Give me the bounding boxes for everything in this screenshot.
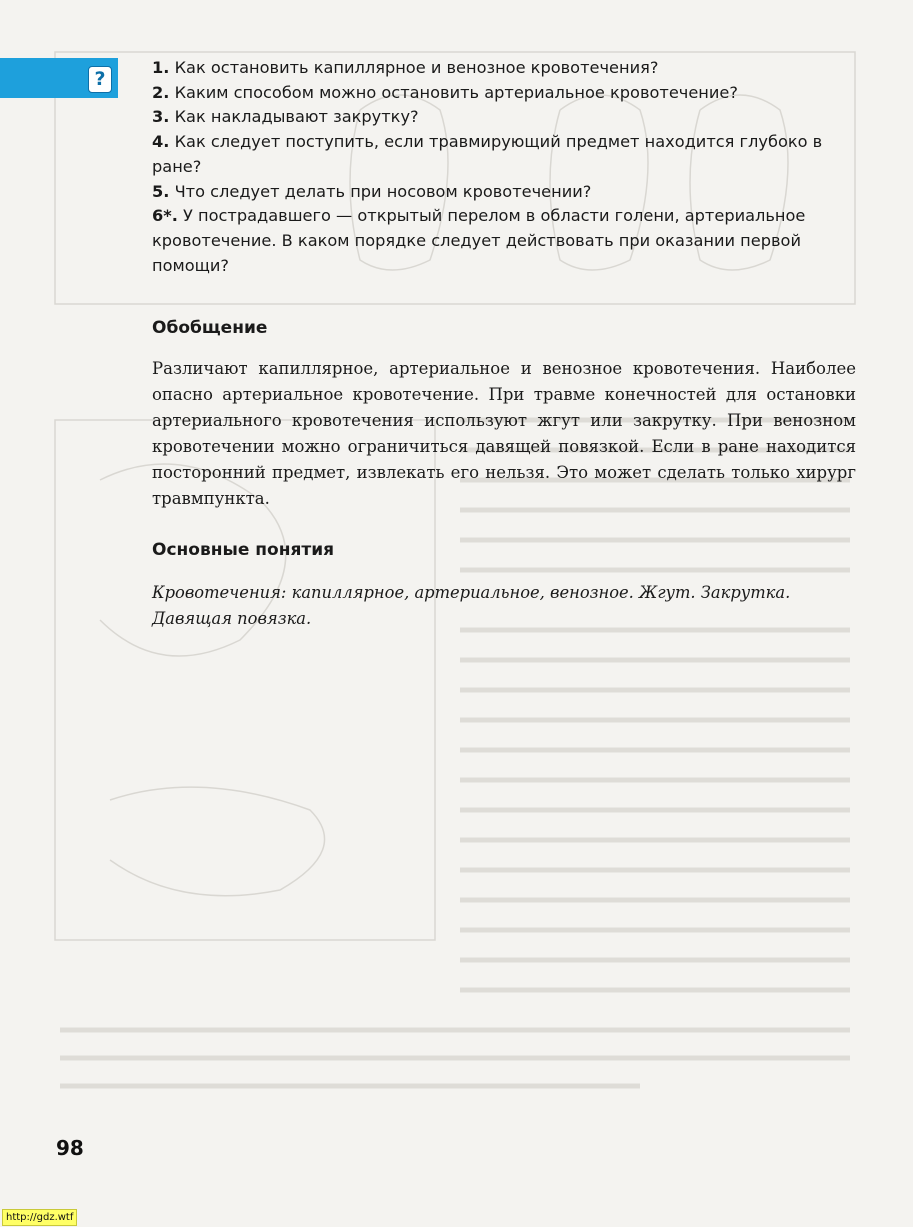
question-3: 3. Как накладывают закрутку? (152, 107, 419, 127)
page-number: 98 (56, 1136, 84, 1160)
summary-text: Различают капиллярное, артериальное и венозное кровотечения. Наиболее опасно артериальное кровотечение. При травме конечностей для остановки артериального кровотечения используют жгут или закрутку. При венозном кровотечении можно ограничиться давящей повязкой. Если в ране находится посторонний предмет, извлекать его нельзя. Это может сделать только хирург травмпункта. (152, 359, 856, 508)
question-mark-icon: ? (88, 66, 112, 93)
source-watermark: http://gdz.wtf (2, 1209, 77, 1226)
concepts-text: Кровотечения: капиллярное, артериальное, венозное. Жгут. Закрутка. Давящая повязка. (152, 583, 791, 628)
question-1: 1. Как остановить капиллярное и венозное кровотечения? (152, 58, 659, 77)
question-5: 5. Что следует делать при носовом кровотечении? (152, 181, 592, 201)
question-2: 2. Каким способом можно остановить артериальное кровотечение? (152, 82, 738, 102)
review-questions (152, 56, 855, 278)
question-4: 4. Как следует поступить, если травмирующий предмет находится глубоко в ране? (152, 132, 823, 176)
concepts-heading: Основные понятия (152, 540, 335, 560)
question-6: 6*. У пострадавшего — открытый перелом в области голени, артериальное кровотечение. В каком порядке следует действовать при оказании первой помощи? (152, 206, 806, 275)
summary-heading: Обобщение (152, 318, 268, 338)
ghost-figure-5 (110, 787, 325, 896)
ghost-text-lines (60, 420, 850, 1086)
